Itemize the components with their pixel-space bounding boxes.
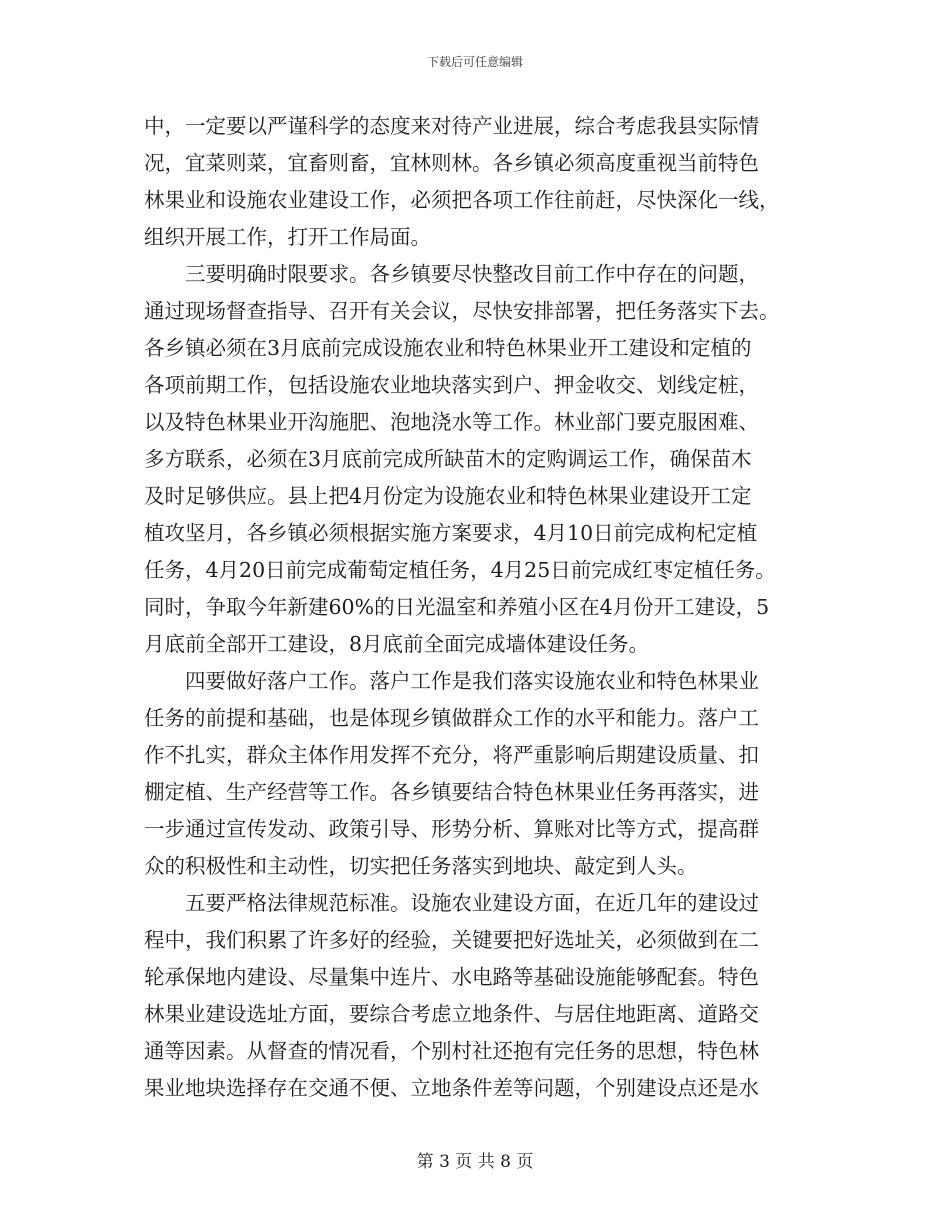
text-line: 作不扎实，群众主体作用发挥不充分，将严重影响后期建设质量、扣 [144,743,759,767]
text-line: 各乡镇必须在3月底前完成设施农业和特色林果业开工建设和定植的 [144,336,752,360]
document-body [144,108,814,1107]
text-line: 多方联系，必须在3月底前完成所缺苗木的定购调运工作，确保苗木 [144,447,752,471]
text-line: 各项前期工作，包括设施农业地块落实到户、押金收交、划线定桩， [144,373,759,397]
paragraph-start-line: 四要做好落户工作。落户工作是我们落实设施农业和特色林果业 [144,669,759,693]
paragraph-start-line: 三要明确时限要求。各乡镇要尽快整改目前工作中存在的问题， [144,262,759,286]
text-line: 程中，我们积累了许多好的经验，关键要把好选址关，必须做到在二 [144,928,759,952]
text-line: 林果业建设选址方面，要综合考虑立地条件、与居住地距离、道路交 [144,1002,759,1026]
text-line: 众的积极性和主动性，切实把任务落实到地块、敲定到人头。 [144,854,698,878]
text-line: 一步通过宣传发动、政策引导、形势分析、算账对比等方式，提高群 [144,817,759,841]
text-line: 通过现场督查指导、召开有关会议，尽快安排部署，把任务落实下去。 [144,299,780,323]
text-line: 任务，4月20日前完成葡萄定植任务，4月25日前完成红枣定植任务。 [144,558,776,582]
text-line: 及时足够供应。县上把4月份定为设施农业和特色林果业建设开工定 [144,484,752,508]
paragraph-start-line: 五要严格法律规范标准。设施农业建设方面，在近几年的建设过 [144,891,759,915]
text-line: 果业地块选择存在交通不便、立地条件差等问题，个别建设点还是水 [144,1076,759,1100]
text-line: 月底前全部开工建设，8月底前全面完成墙体建设任务。 [144,632,650,656]
text-line: 组织开展工作，打开工作局面。 [144,225,431,249]
text-line: 中，一定要以严谨科学的态度来对待产业进展，综合考虑我县实际情 [144,114,759,138]
text-line: 轮承保地内建设、尽量集中连片、水电路等基础设施能够配套。特色 [144,965,759,989]
text-line: 通等因素。从督查的情况看，个别村社还抱有完任务的思想，特色林 [144,1039,759,1063]
text-line: 林果业和设施农业建设工作，必须把各项工作往前赶，尽快深化一线， [144,188,780,212]
page-footer: 第 3 页 共 8 页 [416,1152,534,1172]
text-line: 以及特色林果业开沟施肥、泡地浇水等工作。林业部门要克服困难、 [144,410,759,434]
text-line: 任务的前提和基础，也是体现乡镇做群众工作的水平和能力。落户工 [144,706,759,730]
text-line: 同时，争取今年新建60%的日光温室和养殖小区在4月份开工建设，5 [144,595,770,619]
text-line: 植攻坚月，各乡镇必须根据实施方案要求，4月10日前完成枸杞定植 [144,521,758,545]
text-line: 况，宜菜则菜，宜畜则畜，宜林则林。各乡镇必须高度重视当前特色 [144,151,759,175]
text-line: 棚定植、生产经营等工作。各乡镇要结合特色林果业任务再落实，进 [144,780,759,804]
page-header: 下载后可任意编辑 [426,55,523,69]
